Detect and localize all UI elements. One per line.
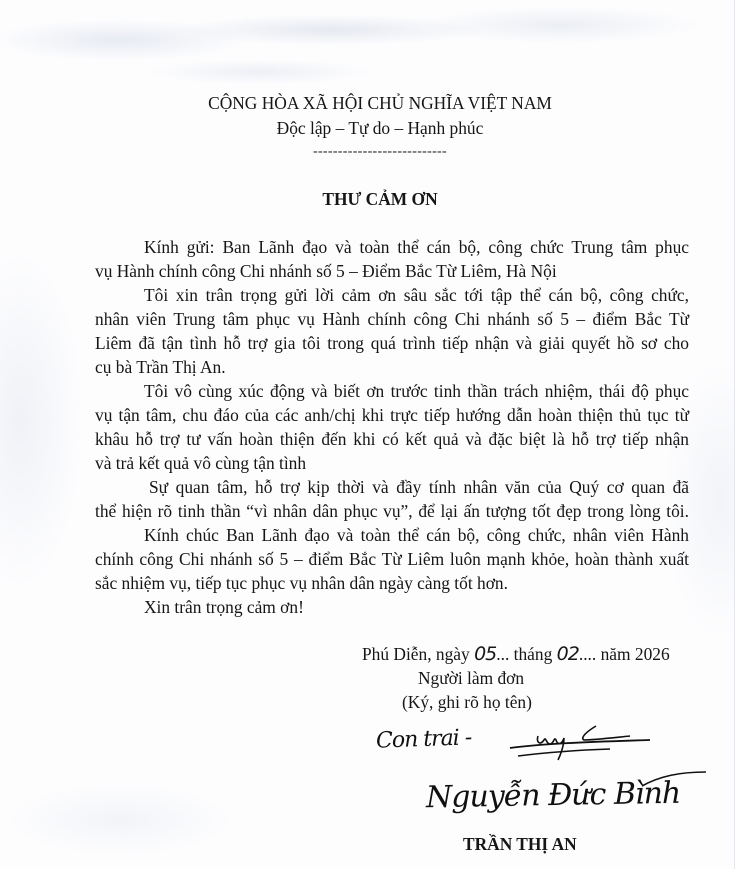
signature-scribble-icon <box>500 722 670 762</box>
body-line: vụ tận tâm, chu đáo của các anh/chị khi trực tiếp hướng dẫn hoàn thiện thủ tục từ <box>95 405 689 425</box>
year-label: năm 2026 <box>596 644 670 664</box>
national-title: CỘNG HÒA XÃ HỘI CHỦ NGHĨA VIỆT NAM <box>208 93 552 113</box>
signer-role: Người làm đơn <box>418 668 525 688</box>
signature-flourish-icon <box>640 766 710 796</box>
letter-title: THƯ CẢM ƠN <box>322 189 438 209</box>
month-label: tháng <box>509 644 557 664</box>
signature-instruction: (Ký, ghi rõ họ tên) <box>402 692 532 712</box>
body-line: Tôi xin trân trọng gửi lời cảm ơn sâu sắc tới tập thể cán bộ, công chức, <box>144 285 689 305</box>
place-date-prefix: Phú Diễn, ngày <box>362 644 475 664</box>
handwritten-day: 05 <box>474 643 497 665</box>
body-line: Kính chúc Ban Lãnh đạo và toàn thể cán bộ, công chức, nhân viên Hành <box>144 525 689 545</box>
body-line: thể hiện rõ tinh thần “vì nhân dân phục vụ”, để lại ấn tượng tốt đẹp trong lòng tôi. <box>95 501 689 521</box>
body-line: vụ Hành chính công Chi nhánh số 5 – Điểm Bắc Từ Liêm, Hà Nội <box>95 261 557 281</box>
national-motto: Độc lập – Tự do – Hạnh phúc <box>276 118 484 138</box>
header-separator: --------------------------- <box>313 144 447 159</box>
body-line-salutation: Kính gửi: Ban Lãnh đạo và toàn thể cán bộ, công chức Trung tâm phục <box>144 237 689 257</box>
body-line: khâu hỗ trợ tư vấn hoàn thiện đến khi có kết quả và đặc biệt là hỗ trợ tiếp nhận <box>95 429 689 449</box>
body-line: Sự quan tâm, hỗ trợ kịp thời và đầy tính nhân văn của Quý cơ quan đã <box>149 477 689 497</box>
body-line: cụ bà Trần Thị An. <box>95 357 226 377</box>
month-dots: .... <box>578 644 597 664</box>
signer-printed-name: TRẦN THỊ AN <box>463 834 577 854</box>
body-line: chính công Chi nhánh số 5 – điểm Bắc Từ Liêm luôn mạnh khỏe, hoàn thành xuất <box>95 549 689 569</box>
handwritten-full-name: Nguyễn Đức Bình <box>425 775 681 816</box>
place-date-line <box>362 642 670 666</box>
handwritten-month: 02 <box>556 643 579 665</box>
body-line: sắc nhiệm vụ, tiếp tục phục vụ nhân dân ngày càng tốt hơn. <box>95 573 508 593</box>
body-line: nhân viên Trung tâm phục vụ Hành chính công Chi nhánh số 5 – điểm Bắc Từ <box>95 309 689 329</box>
body-line: Tôi vô cùng xúc động và biết ơn trước tinh thần trách nhiệm, thái độ phục <box>144 381 689 401</box>
day-dots: ... <box>496 644 510 664</box>
body-line: và trả kết quả vô cùng tận tình <box>95 453 307 473</box>
body-line: Liêm đã tận tình hỗ trợ gia tôi trong quá trình tiếp nhận và giải quyết hồ sơ cho <box>95 333 689 353</box>
handwritten-relation: Con trai - <box>375 725 472 754</box>
closing-line: Xin trân trọng cảm ơn! <box>144 597 304 617</box>
